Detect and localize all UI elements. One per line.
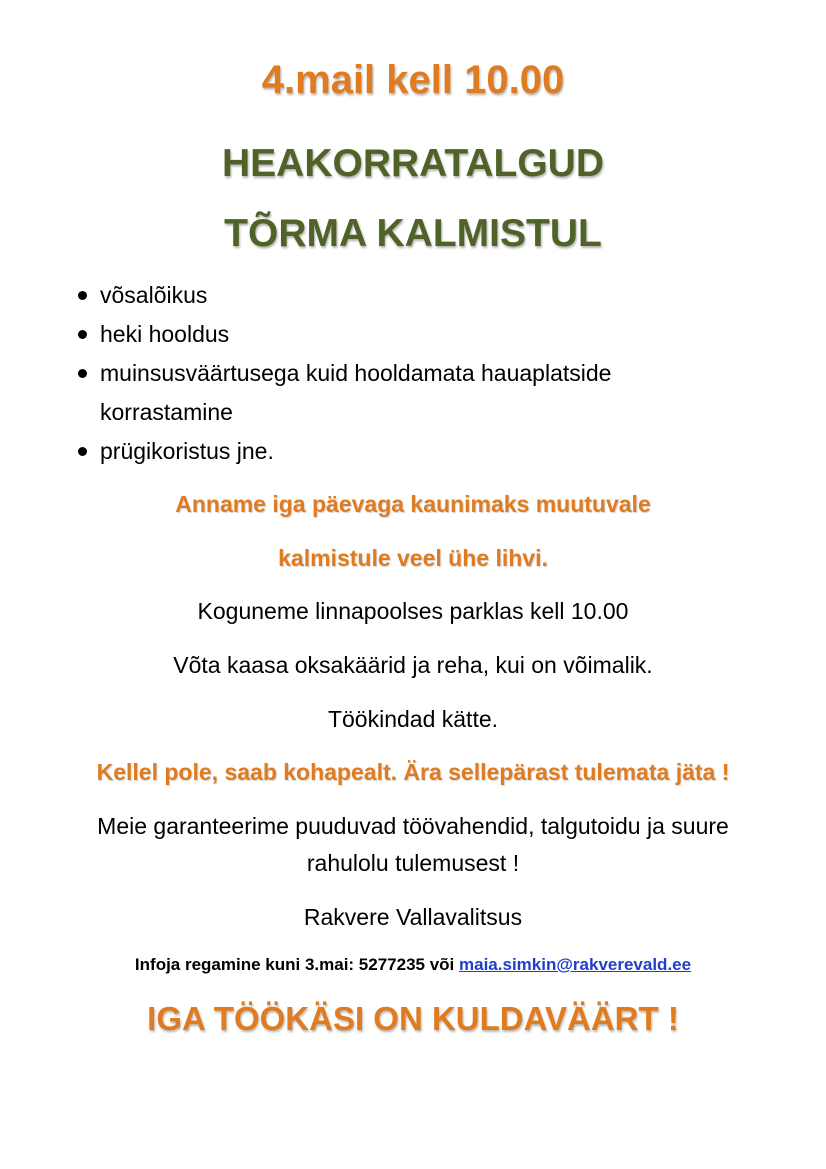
registration-text: Infoja regamine kuni 3.mai: 5277235 või xyxy=(134,955,460,974)
event-title-line1: HEAKORRATALGUD xyxy=(221,142,605,185)
event-date: 4.mail kell 10.00 xyxy=(261,58,565,102)
closing-slogan: IGA TÖÖKÄSI ON KULDAVÄÄRT ! xyxy=(147,1000,679,1037)
slogan-line1: Anname iga päevaga kaunimaks muutuvale xyxy=(175,491,651,517)
no-tools-notice: Kellel pole, saab kohapealt. Ära sellepärast tulemata jäta ! xyxy=(96,759,730,785)
email-link[interactable]: maia.simkin@rakverevald.ee xyxy=(459,955,692,974)
task-text: heki hooldus xyxy=(100,321,230,347)
task-text: muinsusväärtusega kuid hooldamata hauaplatside korrastamine xyxy=(100,360,612,425)
slogan-line2: kalmistule veel ühe lihvi. xyxy=(278,545,548,571)
guarantee-line1: Meie garanteerime puuduvad töövahendid, talgutoidu ja suure xyxy=(97,813,729,839)
bring-tools-info: Võta kaasa oksakäärid ja reha, kui on võimalik. xyxy=(173,652,653,678)
bullet-icon xyxy=(78,369,87,378)
event-title-line2: TÕRMA KALMISTUL xyxy=(224,212,602,255)
registration-info xyxy=(0,955,826,975)
organizer: Rakvere Vallavalitsus xyxy=(303,904,523,930)
bullet-icon xyxy=(78,291,87,300)
bullet-icon xyxy=(78,447,87,456)
list-item xyxy=(74,315,714,354)
gloves-info: Töökindad kätte. xyxy=(327,706,499,732)
task-text: võsalõikus xyxy=(100,282,208,308)
task-list xyxy=(74,276,714,471)
list-item xyxy=(74,276,714,315)
list-item xyxy=(74,354,714,432)
guarantee-line2: rahulolu tulemusest ! xyxy=(306,850,520,876)
list-item xyxy=(74,432,714,471)
task-text: prügikoristus jne. xyxy=(100,438,274,464)
meeting-info: Koguneme linnapoolses parklas kell 10.00 xyxy=(197,598,629,624)
bullet-icon xyxy=(78,330,87,339)
